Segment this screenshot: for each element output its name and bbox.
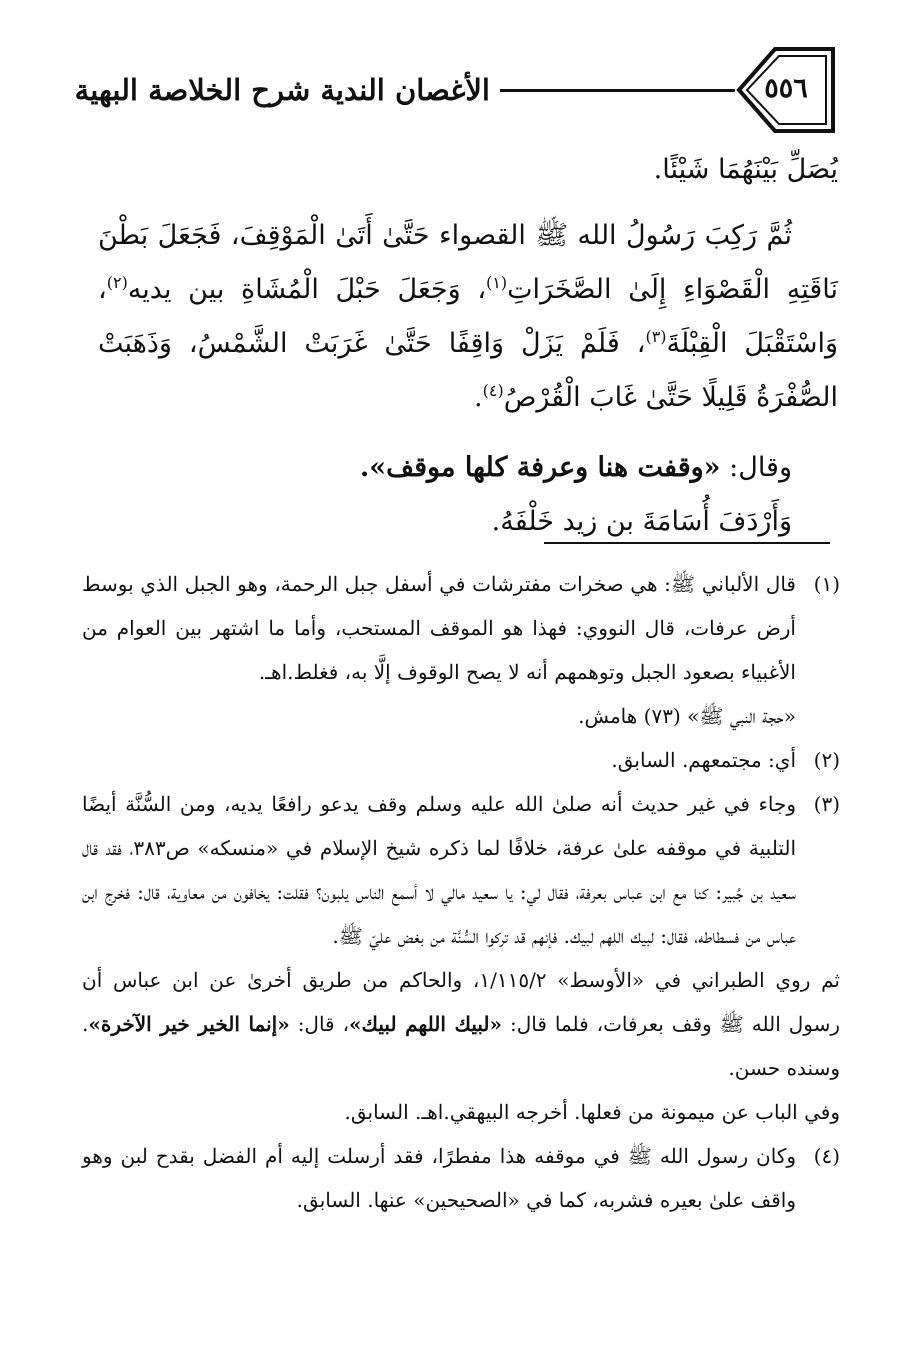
main-paragraph-3 xyxy=(98,441,838,495)
footnote-text: وجاء في غير حديث أنه صلىٰ الله عليه وسلم وقف يدعو رافعًا يديه، ومن السُّنَّة أيضًا التلبية في موقفه علىٰ عرفة، خلافًا لما ذكره شيخ الإسلام في «منسكه» ص٣٨٣، فقد قال سعيد بن جُبير: كنا مع ابن عباس بعرفة، فقال لي: يا سعيد مالي لا أسمع الناس يلبون؟ فقلت: يخافون من معاوية، قال: فخرج ابن عباس من فسطاطه، فقال: لبيك اللهم لبيك. فإنهم قد تركوا السُّنَّة من بغض عليّ ﷺ. xyxy=(82,792,796,948)
footnote-text: أي: مجتمعهم. السابق. xyxy=(611,748,796,772)
p2-part-a: ثُمَّ رَكِبَ رَسُولُ الله ﷺ القصواء حَتَّىٰ أَتَىٰ الْمَوْقِفَ، فَجَعَلَ بَطْنَ نَاقَتِهِ الْقَصْوَاءِ إِلَىٰ الصَّخَرَاتِ xyxy=(98,220,838,305)
footnote-3-continuation-2: وفي الباب عن ميمونة من فعلها. أخرجه البيهقي.اهـ. السابق. xyxy=(344,1100,840,1124)
p2-part-b: ، وَجَعَلَ حَبْلَ الْمُشَاةِ بين يديه xyxy=(127,274,487,305)
footnotes xyxy=(82,562,840,1222)
running-title: الأغصان الندية شرح الخلاصة البهية xyxy=(74,73,490,107)
page-number-badge xyxy=(735,45,837,135)
main-paragraph-4: وَأَرْدَفَ أُسَامَةَ بن زيد خَلْفَهُ. xyxy=(491,506,792,537)
footnote-1 xyxy=(82,562,840,738)
footnote-ref-2[interactable]: (٢) xyxy=(106,273,128,292)
footnote-text: ، قال: xyxy=(289,1012,350,1036)
footnote-number: (٣) xyxy=(813,792,840,816)
footnote-number: (٢) xyxy=(813,748,840,772)
footnote-3 xyxy=(82,782,840,958)
p2-part-d: ، فَلَمْ يَزَلْ وَاقِفًا حَتَّىٰ غَرَبَتْ الشَّمْسُ، وَذَهَبَتْ الصُّفْرَةُ قَلِيلًا حَتَّىٰ غَابَ الْقُرْصُ xyxy=(98,328,838,413)
hadith-quote: «لبيك اللهم لبيك» xyxy=(349,1012,502,1036)
footnote-number: (٤) xyxy=(813,1144,840,1168)
main-paragraph-1: يُصَلِّ بَيْنَهُمَا شَيْئًا. xyxy=(653,154,838,185)
p2-end: . xyxy=(474,382,483,413)
page-number: ٥٥٦ xyxy=(764,73,808,104)
main-paragraph-2 xyxy=(98,209,838,425)
footnote-ref-3[interactable]: (٣) xyxy=(645,327,667,346)
footnote-ref-4[interactable]: (٤) xyxy=(482,381,504,400)
footnote-2 xyxy=(82,738,840,782)
footnote-ref-1[interactable]: (١) xyxy=(486,273,508,292)
footnote-text: . وسنده حسن. xyxy=(82,1012,840,1080)
p3-lead: وقال: xyxy=(720,452,792,483)
footnote-text: ثم روي الطبراني في «الأوسط» ١/١١٥/٢، والحاكم من طريق أخرىٰ عن ابن عباس أن رسول الله ﷺ وقف بعرفات، فلما قال: xyxy=(82,968,841,1036)
footnote-text: «حجة النبي ﷺ» (٧٣) هامش. xyxy=(578,704,796,728)
main-text xyxy=(98,143,838,549)
footnote-separator xyxy=(544,542,830,544)
p2-part-c: ، وَاسْتَقْبَلَ الْقِبْلَةَ xyxy=(98,274,838,359)
header-rule xyxy=(500,89,735,92)
hadith-quote: «إنما الخير خير الآخرة» xyxy=(88,1012,290,1036)
footnote-text: قال الألباني ﷺ: هي صخرات مفترشات في أسفل جبل الرحمة، وهو الجبل الذي بوسط أرض عرفات، قال النووي: فهذا هو الموقف المستحب، وأما ما اشتهر بين العوام من الأغبياء بصعود الجبل وتوهمهم أنه لا يصح الوقوف إلَّا به، فغلط.اهـ. xyxy=(82,572,796,684)
footnote-text: وكان رسول الله ﷺ في موقفه هذا مفطرًا، فقد أرسلت إليه أم الفضل بقدح لبن وهو واقف علىٰ بعيره فشربه، كما في «الصحيحين» عنها. السابق. xyxy=(82,1144,796,1212)
page-header xyxy=(0,45,920,135)
hadith-quote: «وقفت هنا وعرفة كلها موقف». xyxy=(359,452,721,483)
footnote-number: (١) xyxy=(813,572,840,596)
footnote-3-continuation xyxy=(82,958,840,1090)
footnote-4 xyxy=(82,1134,840,1222)
